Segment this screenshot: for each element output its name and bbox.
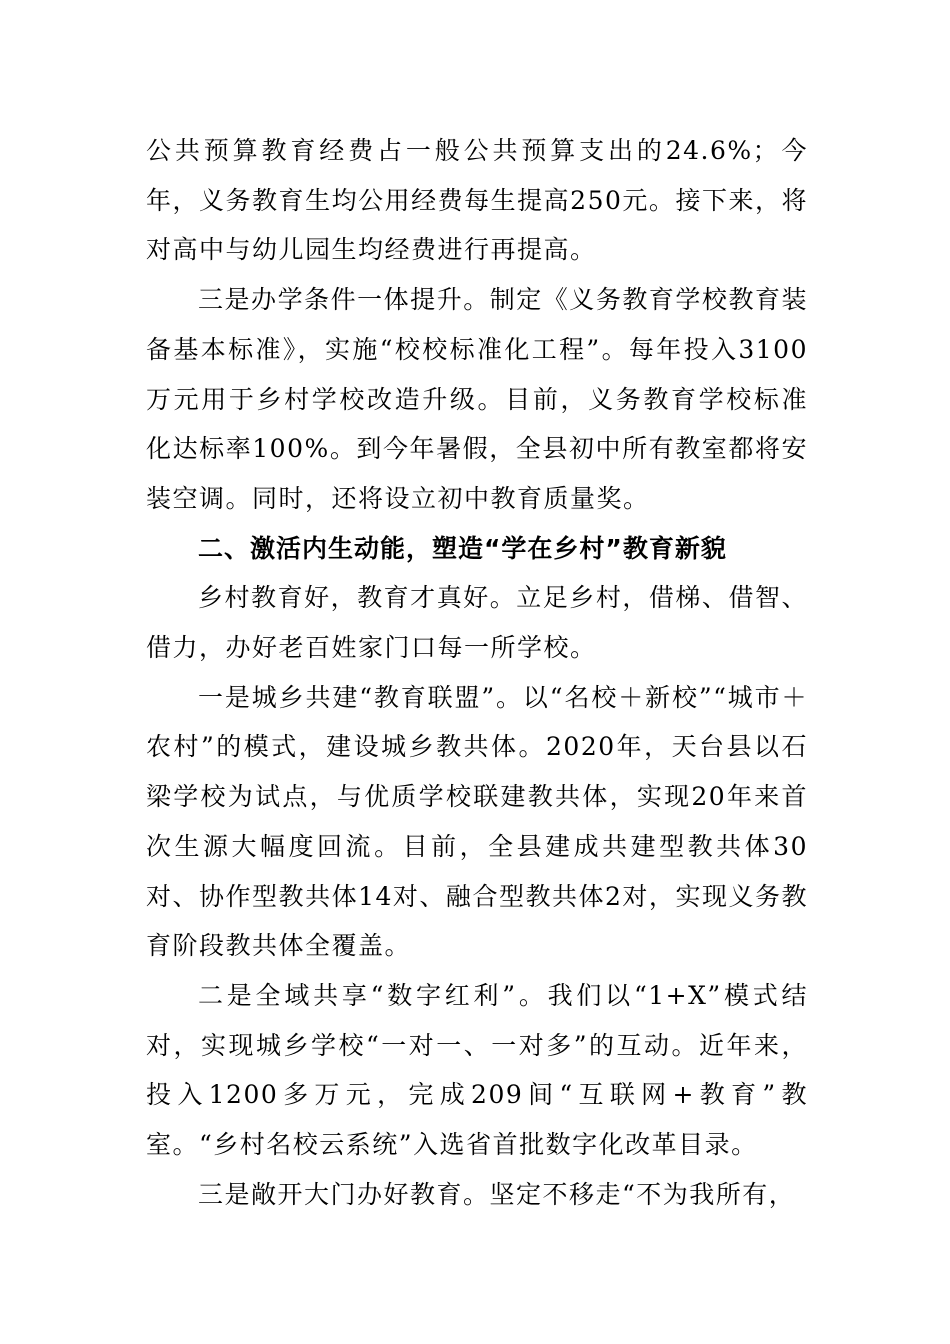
paragraph-school-conditions: 三是办学条件一体提升。制定《义务教育学校教育装备基本标准》，实施“校校标准化工程”。每年投入3100万元用于乡村学校改造升级。目前，义务教育学校标准化达标率100%。到今年暑假，全县初中所有教室都将安装空调。同时，还将设立初中教育质量奖。 <box>146 285 808 513</box>
paragraph-education-alliance: 一是城乡共建“教育联盟”。以“名校＋新校”“城市＋农村”的模式，建设城乡教共体。2020年，天台县以石梁学校为试点，与优质学校联建教共体，实现20年来首次生源大幅度回流。目前，全县建成共建型教共体30对、协作型教共体14对、融合型教共体2对，实现义务教育阶段教共体全覆盖。 <box>146 682 808 961</box>
paragraph-digital-dividend: 二是全域共享“数字红利”。我们以“1+X”模式结对，实现城乡学校“一对一、一对多”的互动。近年来，投入1200多万元，完成209间“互联网+教育”教室。“乡村名校云系统”入选省首批数字化改革目录。 <box>146 980 808 1160</box>
document-body <box>146 126 808 1219</box>
paragraph-rural-education: 乡村教育好，教育才真好。立足乡村，借梯、借智、借力，办好老百姓家门口每一所学校。 <box>146 583 808 663</box>
paragraph-continuation: 公共预算教育经费占一般公共预算支出的24.6%；今年，义务教育生均公用经费每生提高250元。接下来，将对高中与幼儿园生均经费进行再提高。 <box>146 136 808 265</box>
section-heading: 二、激活内生动能，塑造“学在乡村”教育新貌 <box>198 533 727 563</box>
paragraph-open-doors: 三是敞开大门办好教育。坚定不移走“不为我所有， <box>198 1179 796 1209</box>
